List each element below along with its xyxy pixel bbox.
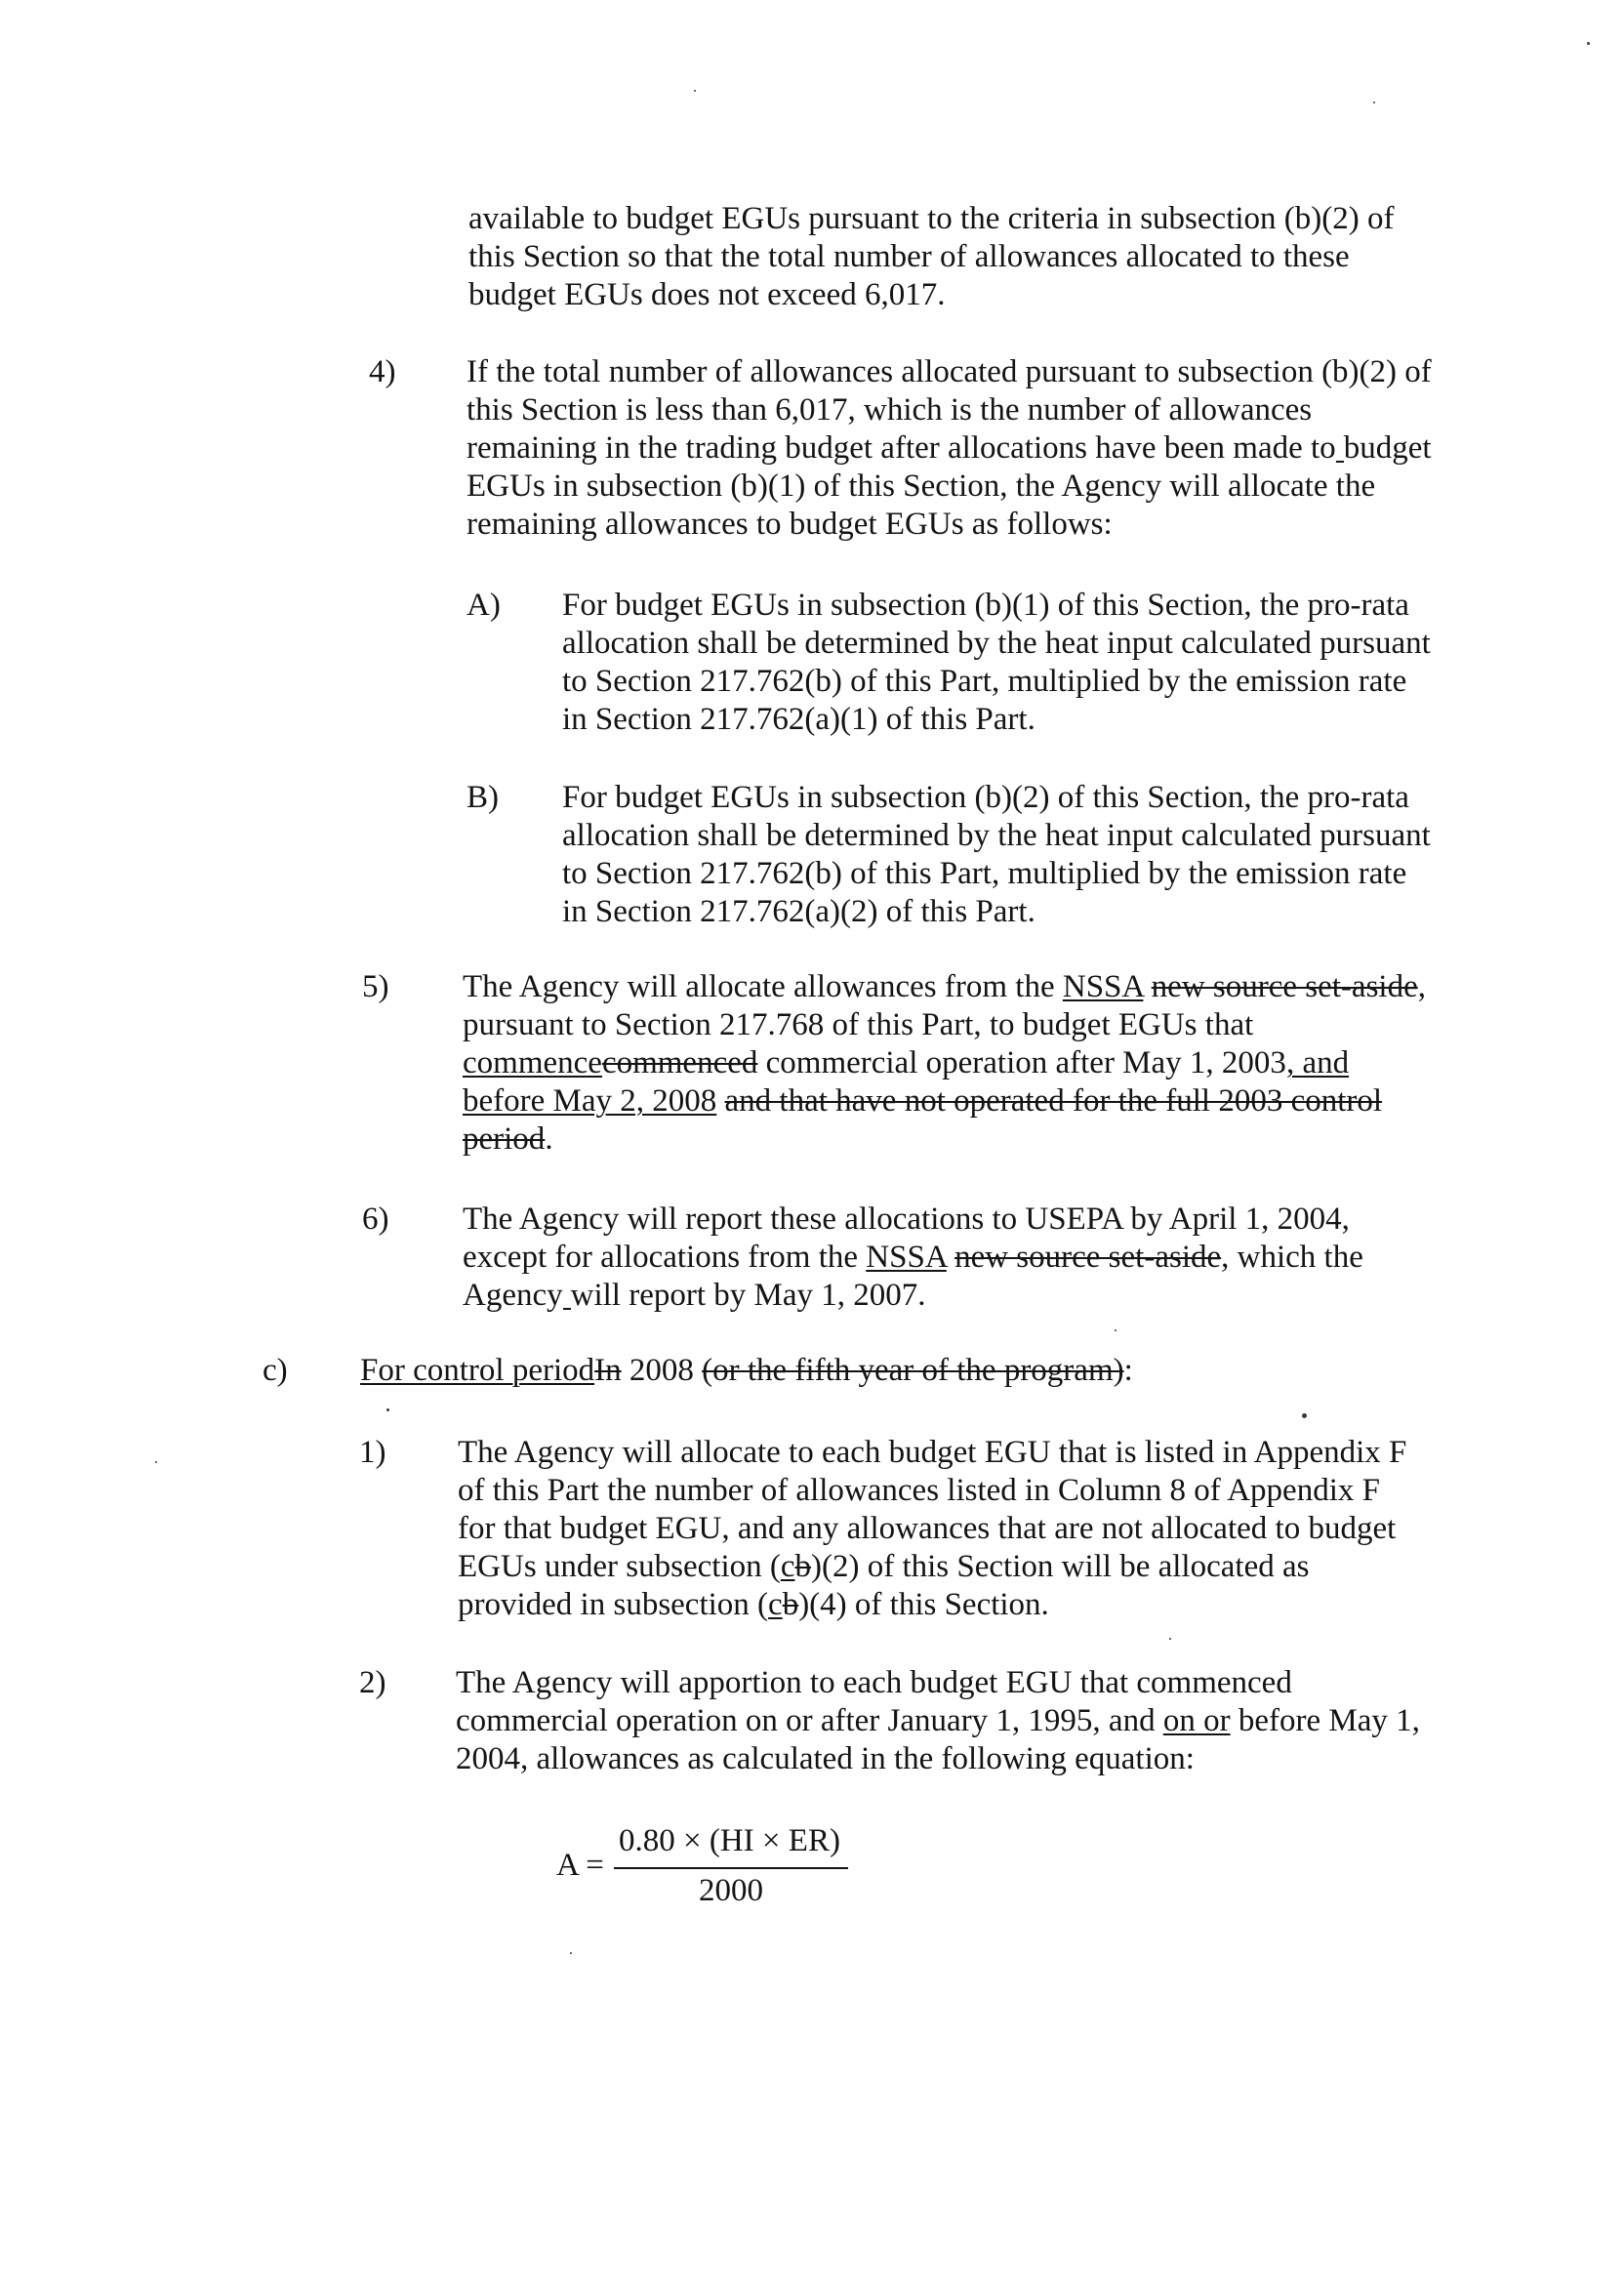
deleted-text: b <box>794 1549 812 1584</box>
text-line <box>467 429 1432 468</box>
text-line <box>458 1586 1406 1624</box>
equation-numerator: 0.80 × (HI × ER) <box>619 1823 840 1858</box>
text-segment: commercial operation after May 1, 2003 <box>765 1045 1286 1080</box>
text-line <box>463 1082 1426 1121</box>
item-6-paragraph <box>463 1201 1363 1315</box>
text-line: available to budget EGUs pursuant to the criteria in subsection (b)(2) of <box>468 201 1395 236</box>
text-segment: except for allocations from the <box>463 1240 859 1275</box>
scan-speck <box>570 1952 572 1954</box>
inserted-text: before May 2, 2008 <box>463 1083 717 1119</box>
scan-speck <box>1169 1638 1171 1640</box>
item-c2-paragraph <box>456 1664 1420 1778</box>
text-line: this Section is less than 6,017, which is the number of allowances <box>467 392 1313 428</box>
text-line <box>463 1277 1363 1315</box>
item-c1-paragraph <box>458 1434 1406 1624</box>
text-segment: 2008 <box>629 1353 694 1388</box>
text-segment: , <box>1417 969 1426 1004</box>
scan-speck <box>155 1461 157 1463</box>
text-line <box>463 1239 1363 1277</box>
text-segment: remaining in the trading budget after allocations have been made to <box>467 430 1336 466</box>
inserted-text: c <box>768 1587 783 1622</box>
deleted-text: period <box>463 1121 546 1157</box>
text-segment: )(4) of this Section. <box>798 1587 1049 1622</box>
item-5-paragraph <box>463 968 1426 1159</box>
text-line: budget EGUs does not exceed 6,017. <box>468 277 946 312</box>
inserted-text: For control period <box>360 1353 595 1388</box>
text-line: to Section 217.762(b) of this Part, multiplied by the emission rate <box>562 664 1407 699</box>
text-line: pursuant to Section 217.768 of this Part, to budget EGUs that <box>463 1007 1254 1042</box>
text-line <box>458 1548 1406 1586</box>
text-line: in Section 217.762(a)(1) of this Part. <box>562 702 1035 737</box>
inserted-text: on or <box>1162 1703 1231 1738</box>
equation-lhs: A = <box>556 1848 604 1883</box>
text-segment: Agency <box>463 1278 563 1313</box>
scan-speck <box>694 90 696 92</box>
text-line: to Section 217.762(b) of this Part, multiplied by the emission rate <box>562 856 1407 891</box>
continuation-paragraph <box>468 200 1394 314</box>
item-label: 6) <box>362 1202 389 1237</box>
item-label: 2) <box>359 1665 386 1700</box>
text-line: in Section 217.762(a)(2) of this Part. <box>562 894 1035 929</box>
inserted-text: NSSA <box>1062 969 1144 1004</box>
inserted-space-underline <box>563 1308 571 1310</box>
text-line: For budget EGUs in subsection (b)(2) of this Section, the pro-rata <box>562 780 1409 815</box>
text-line: The Agency will allocate to each budget EGU that is listed in Appendix F <box>458 1435 1407 1470</box>
text-segment: . <box>545 1121 553 1157</box>
text-segment: commercial operation on or after January 1, 1995, and <box>456 1703 1156 1738</box>
scan-speck <box>1302 1413 1307 1418</box>
item-label: 4) <box>369 354 396 389</box>
item-4a-paragraph <box>562 587 1431 739</box>
text-segment: The Agency will allocate allowances from the <box>463 969 1055 1004</box>
item-label: A) <box>467 588 501 623</box>
text-segment: will report by May 1, 2007. <box>570 1278 926 1313</box>
item-label: 1) <box>359 1435 386 1470</box>
text-line: allocation shall be determined by the heat input calculated pursuant <box>562 626 1431 661</box>
deleted-text: new source set-aside <box>1151 969 1418 1004</box>
item-4b-paragraph <box>562 779 1431 931</box>
section-c-heading <box>360 1352 1133 1390</box>
text-segment: : <box>1123 1353 1133 1388</box>
inserted-text: commence <box>463 1045 602 1080</box>
text-line: 2004, allowances as calculated in the following equation: <box>456 1741 1195 1776</box>
deleted-text: commenced <box>601 1045 758 1080</box>
text-line: remaining allowances to budget EGUs as follows: <box>467 507 1113 542</box>
scan-speck <box>1115 1329 1116 1331</box>
deleted-text: and that have not operated for the full 2003 control <box>724 1083 1383 1119</box>
text-line: for that budget EGU, and any allowances that are not allocated to budget <box>458 1511 1397 1546</box>
text-segment: , which the <box>1221 1240 1363 1275</box>
text-segment: provided in subsection ( <box>458 1587 769 1622</box>
text-segment: )(2) of this Section will be allocated as <box>811 1549 1310 1584</box>
inserted-text: NSSA <box>866 1240 947 1275</box>
text-line: The Agency will apportion to each budget EGU that commenced <box>456 1665 1292 1700</box>
scan-speck <box>1587 42 1590 45</box>
text-line <box>463 968 1426 1006</box>
text-segment: EGUs under subsection ( <box>458 1549 781 1584</box>
text-line: this Section so that the total number of allowances allocated to these <box>468 239 1350 274</box>
text-line: allocation shall be determined by the heat input calculated pursuant <box>562 818 1431 853</box>
section-label: c) <box>263 1353 288 1388</box>
item-4-paragraph <box>467 353 1432 544</box>
text-line: The Agency will report these allocations to USEPA by April 1, 2004, <box>463 1202 1350 1237</box>
scan-speck <box>1373 102 1375 103</box>
text-line <box>456 1702 1420 1740</box>
text-line <box>463 1121 1426 1159</box>
deleted-text: b <box>782 1587 799 1622</box>
deleted-text: In <box>594 1353 622 1388</box>
text-line: If the total number of allowances allocated pursuant to subsection (b)(2) of <box>467 354 1432 389</box>
deleted-text: new source set-aside <box>954 1240 1222 1275</box>
item-label: B) <box>467 780 499 815</box>
fraction-bar <box>614 1867 848 1869</box>
text-line: For budget EGUs in subsection (b)(1) of this Section, the pro-rata <box>562 588 1409 623</box>
inserted-text: , and <box>1285 1045 1350 1080</box>
equation-denominator: 2000 <box>699 1873 763 1908</box>
text-segment: budget <box>1343 430 1432 466</box>
inserted-space-underline <box>1336 461 1344 463</box>
text-line: EGUs in subsection (b)(1) of this Section, the Agency will allocate the <box>467 469 1376 504</box>
text-line: of this Part the number of allowances listed in Column 8 of Appendix F <box>458 1473 1380 1508</box>
text-line <box>360 1352 1133 1390</box>
scan-speck <box>386 1408 389 1411</box>
text-segment: before May 1, <box>1238 1703 1420 1738</box>
inserted-text: c <box>780 1549 795 1584</box>
item-label: 5) <box>362 969 389 1004</box>
deleted-text: (or the fifth year of the program) <box>702 1353 1124 1388</box>
text-line <box>463 1044 1426 1082</box>
